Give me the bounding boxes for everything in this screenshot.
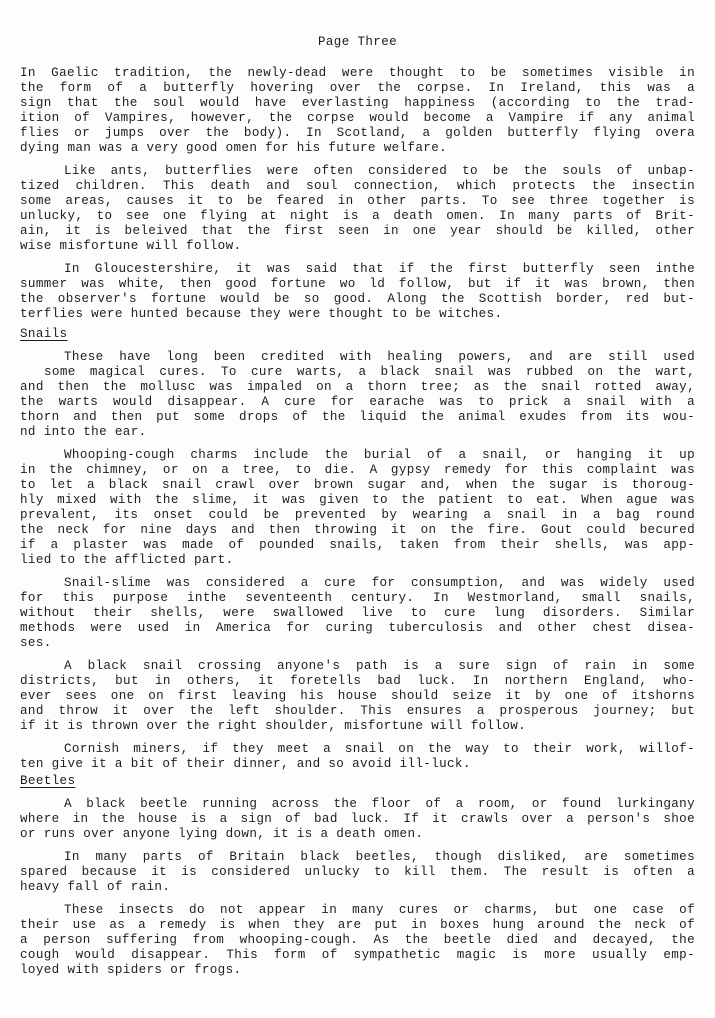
text-line: to let a black snail crawl over brown sugar and, when the sugar is thoroug-	[20, 478, 695, 492]
text-line: and then the mollusc was impaled on a thorn tree; as the snail rotted away,	[20, 380, 695, 394]
text-line: lied to the afflicted part.	[20, 553, 234, 567]
text-line: a person suffering from whooping-cough. As the beetle died and decayed, the	[20, 933, 695, 947]
text-line: cough would disappear. This form of sympathetic magic is more usually emp-	[20, 948, 695, 962]
text-line: and throw it over the left shoulder. This ensures a prosperous journey; but	[20, 704, 695, 718]
text-line: ses.	[20, 636, 52, 650]
text-line: methods were used in America for curing tuberculosis and other chest disea-	[20, 621, 695, 635]
text-line: These have long been credited with healing powers, and are still used	[64, 350, 695, 364]
text-line: hly mixed with the slime, it was given to the patient to eat. When ague was	[20, 493, 695, 507]
text-line: some areas, causes it to be feared in other parts. To see three together is	[20, 194, 695, 208]
text-line: unlucky, to see one flying at night is a death omen. In many parts of Brit-	[20, 209, 695, 223]
text-line: Whooping-cough charms include the burial of a snail, or hanging it up	[64, 448, 695, 462]
text-line: summer was white, then good fortune wo ld follow, but if it was brown, then	[20, 277, 695, 291]
text-line: In many parts of Britain black beetles, though disliked, are sometimes	[64, 850, 695, 864]
text-line: ition of Vampires, however, the corpse would become a Vampire if any animal	[20, 111, 695, 125]
text-line: for this purpose inthe seventeenth century. In Westmorland, small snails,	[20, 591, 695, 605]
text-line: some magical cures. To cure warts, a black snail was rubbed on the wart,	[44, 365, 695, 379]
text-line: prevalent, its onset could be prevented by wearing a snail in a bag round	[20, 508, 695, 522]
text-line: dying man was a very good omen for his future welfare.	[20, 141, 448, 155]
text-line: in the chimney, or on a tree, to die. A gypsy remedy for this complaint was	[20, 463, 695, 477]
text-line: flies or jumps over the body). In Scotland, a golden butterfly flying overa	[20, 126, 695, 140]
text-line: spared because it is considered unlucky to kill them. The result is often a	[20, 865, 695, 879]
section-heading-beetles: Beetles	[20, 774, 76, 788]
text-line: the observer's fortune would be so good. Along the Scottish border, red but-	[20, 292, 695, 306]
text-line: the form of a butterfly hovering over the corpse. In Ireland, this was a	[20, 81, 695, 95]
section-heading-snails: Snails	[20, 327, 68, 341]
text-line: heavy fall of rain.	[20, 880, 171, 894]
text-line: their use as a remedy is when they are put in boxes hung around the neck of	[20, 918, 695, 932]
text-line: where in the house is a sign of bad luck. If it crawls over a person's shoe	[20, 812, 695, 826]
text-line: A black snail crossing anyone's path is a sure sign of rain in some	[64, 659, 695, 673]
text-line: districts, but in others, it foretells bad luck. In northern England, who-	[20, 674, 695, 688]
text-line: ain, it is beleived that the first seen in one year should be killed, other	[20, 224, 695, 238]
text-line: ten give it a bit of their dinner, and so avoid ill-luck.	[20, 757, 471, 771]
text-line: or runs over anyone lying down, it is a death omen.	[20, 827, 424, 841]
text-line: the warts would disappear. A cure for earache was to prick a snail with a	[20, 395, 695, 409]
text-line: if a plaster was made of pounded snails, taken from their shells, was app-	[20, 538, 695, 552]
text-line: Cornish miners, if they meet a snail on the way to their work, willof-	[64, 742, 695, 756]
text-line: tized children. This death and soul connection, which protects the insectin	[20, 179, 695, 193]
text-line: In Gloucestershire, it was said that if the first butterfly seen inthe	[64, 262, 695, 276]
text-line: These insects do not appear in many cures or charms, but one case of	[64, 903, 695, 917]
text-line: if it is thrown over the right shoulder, misfortune will follow.	[20, 719, 527, 733]
text-line: loyed with spiders or frogs.	[20, 963, 242, 977]
text-line: without their shells, were swallowed live to cure lung disorders. Similar	[20, 606, 695, 620]
text-line: A black beetle running across the floor of a room, or found lurkingany	[64, 797, 695, 811]
text-line: wise misfortune will follow.	[20, 239, 242, 253]
text-line: terflies were hunted because they were thought to be witches.	[20, 307, 503, 321]
page-title: Page Three	[317, 35, 397, 49]
text-line: Snail-slime was considered a cure for consumption, and was widely used	[64, 576, 695, 590]
text-line: ever sees one on first leaving his house should seize it by one of itshorns	[20, 689, 695, 703]
text-line: thorn and then put some drops of the liquid the animal exudes from its wou-	[20, 410, 695, 424]
text-line: sign that the soul would have everlasting happiness (according to the trad-	[20, 96, 695, 110]
text-line: Like ants, butterflies were often considered to be the souls of unbap-	[64, 164, 695, 178]
text-line: nd into the ear.	[20, 425, 147, 439]
text-line: In Gaelic tradition, the newly-dead were thought to be sometimes visible in	[20, 66, 695, 80]
text-line: the neck for nine days and then throwing it on the fire. Gout could becured	[20, 523, 695, 537]
